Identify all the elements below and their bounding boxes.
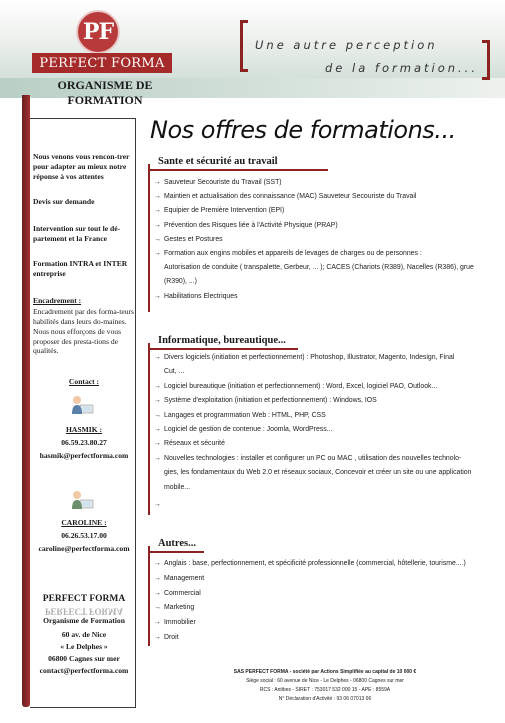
item-text: Divers logiciels (initiation et perfectionnement) : Photoshop, Illustrator, Magento, Indesign, Final bbox=[164, 354, 455, 361]
sidebar-formation: Formation INTRA et INTER entreprise bbox=[33, 259, 128, 278]
company-address-1: 60 av. de Nice bbox=[61, 630, 107, 639]
item-text: Commercial bbox=[164, 589, 201, 597]
arrow-icon: → bbox=[154, 221, 161, 229]
arrow-icon: → bbox=[154, 560, 161, 567]
sidebar-intervention: Intervention sur tout le dé-partement et la France bbox=[33, 224, 121, 243]
contact1-name: HASMIK : bbox=[65, 425, 103, 434]
company-address-3: 06800 Cagnes sur mer bbox=[48, 654, 120, 663]
arrow-icon: → bbox=[154, 411, 161, 419]
arrow-icon: → bbox=[154, 426, 161, 433]
section-informatique-item bbox=[154, 411, 494, 422]
section-autres-item bbox=[154, 633, 494, 644]
page-title: Nos offres de formations... bbox=[150, 116, 456, 144]
section-sante-item bbox=[154, 192, 494, 203]
arrow-icon: → bbox=[154, 193, 161, 201]
tagline-bracket-right bbox=[482, 40, 490, 80]
contact1-phone: 06.59.23.80.27 bbox=[61, 438, 107, 447]
item-text: Management bbox=[164, 574, 205, 582]
item-text: Nouvelles technologies : installer et configurer un PC ou MAC , utilisation des nouvelles technolo- bbox=[164, 454, 462, 462]
item-text: Marketing bbox=[164, 604, 195, 612]
legal-footer bbox=[200, 668, 450, 704]
section-informatique-item bbox=[154, 425, 494, 436]
item-text: Immobilier bbox=[164, 619, 196, 627]
company-email[interactable]: contact@perfectforma.com bbox=[39, 666, 129, 675]
company-name-reflection: PERFECT FORMA bbox=[44, 606, 124, 617]
arrow-icon: → bbox=[154, 354, 161, 361]
section-informatique-title: Informatique, bureautique... bbox=[158, 335, 286, 346]
contact2-email[interactable]: caroline@perfectforma.com bbox=[38, 544, 130, 553]
contact1-email[interactable]: hasmik@perfectforma.com bbox=[39, 451, 129, 460]
section-sante-item bbox=[154, 263, 494, 274]
contact2-phone: 06.26.53.17.00 bbox=[61, 531, 107, 540]
section-informatique-item bbox=[154, 439, 494, 450]
section-autres-underline bbox=[148, 551, 204, 553]
section-informatique-rule bbox=[148, 343, 150, 515]
arrow-icon: → bbox=[154, 397, 161, 405]
section-informatique-item bbox=[154, 483, 494, 494]
arrow-icon: → bbox=[154, 619, 161, 627]
item-text: Formation aux engins mobiles et appareils de levages de charges ou de personnes : bbox=[164, 250, 422, 257]
section-informatique-item bbox=[154, 468, 494, 479]
section-autres-item bbox=[154, 574, 494, 585]
section-autres-rule bbox=[148, 546, 150, 646]
section-sante-underline bbox=[148, 169, 328, 171]
sidebar-accent-bar bbox=[22, 95, 30, 707]
section-autres-item bbox=[154, 589, 494, 600]
company-name: PERFECT FORMA bbox=[42, 594, 126, 604]
item-text: Maintien et actualisation des connaissance (MAC) Sauveteur Secouriste du Travail bbox=[164, 193, 417, 201]
tagline-line-1: Une autre perception bbox=[255, 38, 438, 52]
section-informatique-item bbox=[154, 367, 494, 378]
tagline-line-2: de la formation... bbox=[325, 61, 478, 75]
sidebar-contact-title: Contact : bbox=[68, 377, 100, 386]
item-text: Habilitations Electriques bbox=[164, 292, 238, 300]
section-informatique-item bbox=[154, 353, 494, 364]
arrow-icon: → bbox=[154, 235, 161, 243]
section-sante-item bbox=[154, 206, 494, 217]
section-sante-rule bbox=[148, 164, 150, 312]
contact-person-icon bbox=[70, 393, 94, 415]
arrow-icon: → bbox=[154, 179, 161, 186]
contact-person-icon-2 bbox=[70, 488, 94, 510]
item-text: Logiciel de gestion de contenue : Joomla, WordPress... bbox=[164, 426, 333, 433]
arrow-icon: → bbox=[154, 589, 161, 597]
item-text: Langages et programmation Web : HTML, PHP, CSS bbox=[164, 411, 326, 419]
section-sante-item bbox=[154, 292, 494, 303]
item-text: mobile... bbox=[164, 483, 191, 491]
section-informatique-item bbox=[154, 396, 494, 407]
section-informatique-underline bbox=[148, 348, 298, 350]
footer-line-4: N° Déclaration d'Activité : 93 06 07013 06 bbox=[278, 696, 372, 702]
logo-subtitle: ORGANISME DE FORMATION bbox=[57, 78, 153, 107]
item-text: Equipier de Première Intervention (EPI) bbox=[164, 207, 285, 215]
arrow-icon: → bbox=[154, 207, 161, 215]
arrow-icon: → bbox=[154, 634, 161, 641]
company-address-2: « Le Delphes » bbox=[60, 642, 108, 651]
section-sante-title: Sante et sécurité au travail bbox=[158, 156, 278, 167]
arrow-icon: → bbox=[154, 440, 161, 448]
logo-name: PERFECT FORMA bbox=[32, 53, 172, 73]
section-sante-item bbox=[154, 178, 494, 189]
contact2-name: CAROLINE : bbox=[61, 518, 107, 527]
item-text: Gestes et Postures bbox=[164, 235, 223, 243]
section-sante-item bbox=[154, 235, 494, 246]
item-text: Logiciel bureautique (initiation et perfectionnement) : Word, Excel, logiciel PAO, Outlook... bbox=[164, 382, 438, 390]
section-informatique-item bbox=[154, 454, 494, 465]
sidebar-encadrement-text: Encadrement par des forma-teurs habilités dans leurs do-maines. Nous nous efforçons de vous proposer des presta-tions de qualités. bbox=[33, 307, 134, 356]
sidebar-intro: Nous venons vous rencon-trer pour adapter au mieux notre réponse à vos attentes bbox=[33, 152, 130, 181]
section-autres-title: Autres... bbox=[158, 538, 197, 549]
section-autres-item bbox=[154, 603, 494, 614]
arrow-icon: → bbox=[154, 574, 161, 582]
item-text: (R390), ...) bbox=[164, 278, 197, 286]
section-informatique-item bbox=[154, 382, 494, 393]
section-autres-item bbox=[154, 559, 494, 570]
arrow-icon: → bbox=[154, 250, 161, 257]
section-sante-item bbox=[154, 221, 494, 232]
arrow-icon: → bbox=[154, 454, 161, 462]
item-text: Prévention des Risques liée à l'Activité Physique (PRAP) bbox=[164, 221, 338, 229]
footer-line-2: Siège social : 60 avenue de Nice - Le Delphes - 06800 Cagnes sur mer bbox=[246, 678, 404, 684]
section-sante-item bbox=[154, 277, 494, 288]
arrow-icon: → bbox=[154, 382, 161, 390]
company-sub: Organisme de Formation bbox=[43, 616, 125, 625]
arrow-icon: → bbox=[154, 501, 161, 508]
section-informatique-item bbox=[154, 500, 494, 511]
section-sante-item bbox=[154, 249, 494, 260]
footer-line-3: RCS : Antibes - SIRET : 753017 532 000 15 - APE : 8559A bbox=[259, 687, 391, 693]
item-text: Sauveteur Secouriste du Travail (SST) bbox=[164, 179, 282, 186]
tagline-bracket-left bbox=[240, 20, 248, 72]
item-text: Réseaux et sécurité bbox=[164, 440, 225, 448]
item-text: gies, les fondamentaux du Web 2.0 et réseaux sociaux, Concevoir et créer un site ou une application bbox=[164, 469, 472, 477]
item-text: Système d'exploitation (initiation et perfectionnement) : Windows, IOS bbox=[164, 397, 377, 405]
section-autres-item bbox=[154, 618, 494, 629]
logo-initials: PF bbox=[76, 10, 120, 54]
arrow-icon: → bbox=[154, 292, 161, 300]
sidebar-encadrement-title: Encadrement : bbox=[33, 296, 82, 305]
arrow-icon: → bbox=[154, 604, 161, 612]
footer-line-1: SAS PERFECT FORMA - société par Actions Simplifiée au capital de 10 000 € bbox=[233, 669, 417, 675]
item-text: Droit bbox=[164, 634, 179, 641]
item-text: Anglais : base, perfectionnement, et spécificité professionnelle (commercial, hôtellerie, tourisme....) bbox=[164, 560, 466, 567]
item-text: Cut, ... bbox=[164, 368, 185, 376]
sidebar-devis: Devis sur demande bbox=[33, 197, 95, 206]
item-text: Autorisation de conduite ( transpalette, Gerbeur, ... ); CACES (Chariots (R389), Nacelles (R386), grue bbox=[164, 264, 474, 272]
